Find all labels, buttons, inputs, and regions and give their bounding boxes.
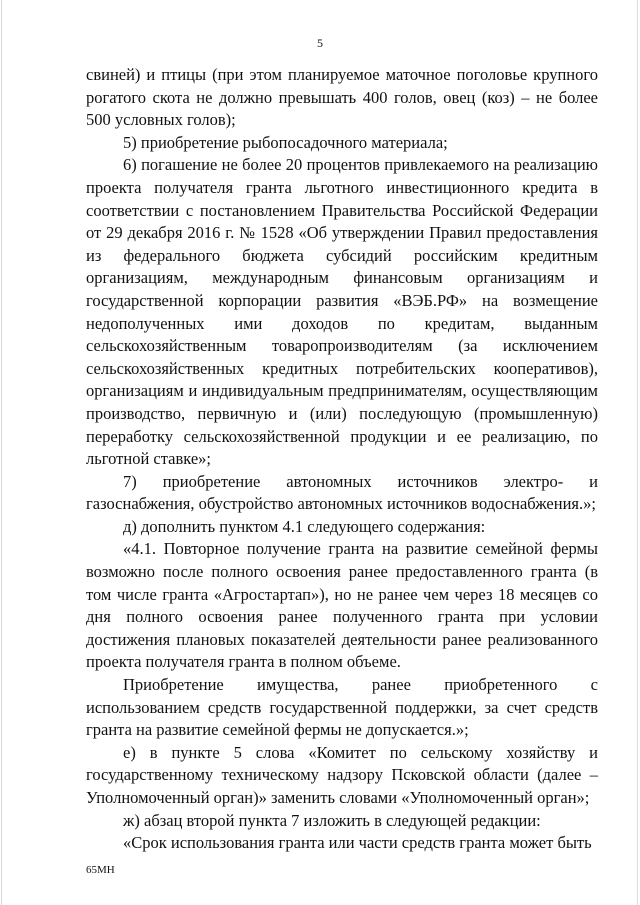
document-body bbox=[86, 64, 598, 855]
footer-code: 65МН bbox=[86, 864, 115, 876]
paragraph: 7) приобретение автономных источников электро- и газоснабжения, обустройство автономных источников водоснабжения.»; bbox=[86, 471, 598, 514]
paragraph: 5) приобретение рыбопосадочного материала; bbox=[123, 132, 448, 152]
paragraph: д) дополнить пунктом 4.1 следующего содержания: bbox=[123, 516, 486, 536]
paragraph: ж) абзац второй пункта 7 изложить в следующей редакции: bbox=[123, 810, 541, 830]
page-number: 5 bbox=[317, 36, 323, 50]
scan-edge-left bbox=[1, 0, 2, 905]
scan-edge-right bbox=[637, 0, 638, 905]
paragraph: «Срок использования гранта или части средств гранта может быть bbox=[123, 833, 592, 853]
paragraph: Приобретение имущества, ранее приобретенного с использованием средств государственной поддержки, за счет средств гранта на развитие семейной фермы не допускается.»; bbox=[86, 675, 598, 740]
paragraph: свиней) и птицы (при этом планируемое маточное поголовье крупного рогатого скота не должно превышать 400 голов, овец (коз) – не более 500 условных голов); bbox=[86, 65, 598, 130]
paragraph: 6) погашение не более 20 процентов привлекаемого на реализацию проекта получателя гранта льготного инвестиционного кредита в соответствии с постановлением Правительства Российской Федерации от 29 декабря 2016 г. № 1528 «Об утверждении Правил предоставления из федерального бюджета субсидий российским кредитным организациям, международным финансовым организациям и государственной корпорации развития «ВЭБ.РФ» на возмещение недополученных ими доходов по кредитам, выданным сельскохозяйственным товаропроизводителям (за исключением сельскохозяйственных кредитных потребительских кооперативов), организациям и индивидуальным предпринимателям, осуществляющим производство, первичную и (или) последующую (промышленную) переработку сельскохозяйственной продукции и ее реализацию, по льготной ставке»; bbox=[86, 155, 598, 469]
paragraph: «4.1. Повторное получение гранта на развитие семейной фермы возможно после полного освоения ранее предоставленного гранта (в том числе гранта «Агростартап»), но не ранее чем через 18 месяцев со дня полного освоения ранее полученного гранта при условии достижения плановых показателей деятельности ранее реализованного проекта получателя гранта в полном объеме. bbox=[86, 539, 598, 672]
paragraph: е) в пункте 5 слова «Комитет по сельскому хозяйству и государственному техническому надзору Псковской области (далее – Уполномоченный орган)» заменить словами «Уполномоченный орган»; bbox=[86, 742, 598, 807]
